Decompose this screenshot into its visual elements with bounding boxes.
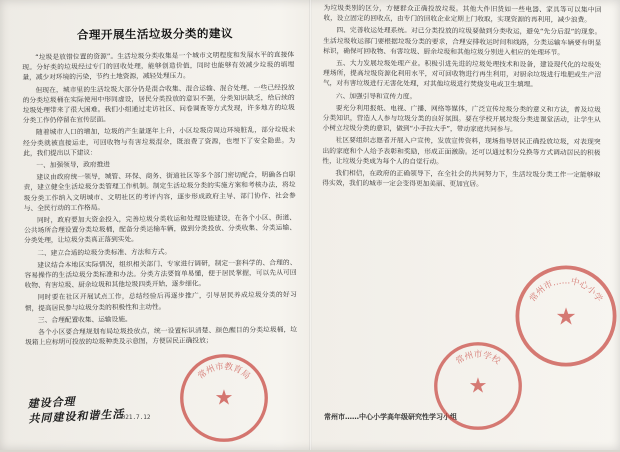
- paragraph: 五、大力发展垃圾处理产业。积极引进先进的垃圾处理技术和设备，建设现代化的垃圾处理场所，提高垃圾资源化利用水平，对可回收物进行再生利用，对厨余垃圾进行堆肥或生产沼气，对有害垃圾进行无害化处理，对其他垃圾进行焚烧发电或卫生填埋。: [322, 59, 602, 89]
- svg-text:常州市教育局: 常州市教育局: [196, 361, 252, 382]
- paragraph: 要充分利用报纸、电视、广播、网络等媒体，广泛宣传垃圾分类的意义和方法，普及垃圾分类知识，营造人人参与垃圾分类的良好氛围。要在学校开展垃圾分类进课堂活动，让学生从小树立垃圾分类的意识，做到“小手拉大手”，带动家庭共同参与。: [322, 103, 601, 134]
- paragraph: 为垃圾类别的区分，方便群众正确投放垃圾。其他大件旧货如一些电器、家具等可以集中回收，设立固定的回收点，由专门的回收企业定期上门收取，实现资源的再利用，减少浪费。: [323, 3, 602, 25]
- paragraph: “垃圾是放错位置的资源”。生活垃圾分类收集是一个城市文明程度和发展水平的直接体现。分好类的垃圾经过专门的回收处理，能够创造价值，同时也能够有效减少垃圾的填埋量，减少对环境的污染，节约土地资源，减轻处理压力。: [22, 50, 295, 82]
- svg-text:★: ★: [468, 372, 488, 398]
- svg-text:★: ★: [214, 384, 234, 410]
- left-page-body: [6, 49, 307, 348]
- paragraph: 但现在，城市里的生活垃圾大部分仍是混合收集、混合运输、混合处理，一些已经投放的分类垃圾桶在实际使用中形同虚设，居民分类投放的意识不强，分类知识缺乏，给后续的垃圾处理带来了很大困难。我们小组通过走访社区、问卷调查等方式发现，许多地方的垃圾分类工作仍停留在宣传层面。: [22, 83, 295, 125]
- section-heading: 一、加强领导，政府推进: [36, 160, 110, 170]
- paragraph: 各个小区要合理规划布局垃圾投放点，统一设置标识清楚、颜色醒目的分类垃圾桶，垃圾箱上应标明可投放的垃圾种类及示意图，方便居民正确投放；: [25, 325, 298, 347]
- paragraph: 社区要组织志愿者开展入户宣传，发放宣传资料，现场指导居民正确投放垃圾，对表现突出的家庭和个人给予表彰和奖励，形成正面激励。还可以通过积分兑换等方式调动居民的积极性，让垃圾分类成为每个人的自觉行动。: [322, 136, 601, 166]
- handwritten-signature: [27, 392, 124, 427]
- signing-organization: 常州市……中心小学高年级研究性学习小组: [324, 413, 457, 421]
- svg-text:常州市……中心小学: 常州市……中心小学: [528, 276, 604, 304]
- paragraph: 建议结合本地区实际情况，组织相关部门、专家进行调研，制定一套科学的、合理的、容易操作的生活垃圾分类标准和办法。分类方法要简单易懂，便于居民掌握，可以先从可回收物、有害垃圾、厨余垃圾和其他垃圾四类开始，逐步细化。: [24, 258, 297, 290]
- page-fold: [309, 0, 312, 450]
- signature-line-1: 建设合理: [27, 395, 76, 411]
- official-seal-left: [176, 350, 272, 446]
- svg-text:常州市学校: 常州市学校: [454, 350, 502, 367]
- right-page-body: [318, 0, 617, 190]
- official-seal-right: [512, 262, 620, 370]
- section-heading: 六、加强引导和宣传力度。: [335, 91, 417, 101]
- signature-line-2: 共同建设和谐生活: [28, 407, 125, 426]
- signature-date: 2021.7.12: [118, 414, 151, 421]
- paragraph: 同时要在社区开展试点工作，总结经验后再逐步推广，引导居民养成垃圾分类的好习惯，提高居民参与垃圾分类的积极性和主动性。: [24, 291, 297, 313]
- svg-text:★: ★: [555, 302, 577, 331]
- paragraph: 我们相信，在政府的正确领导下，在全社会的共同努力下，生活垃圾分类工作一定能够取得实效，我们的城市一定会变得更加美丽、更加宜居。: [322, 169, 601, 189]
- document-title: 合理开展生活垃圾分类的建议: [76, 26, 234, 42]
- section-heading: 三、合理配置收集、运输设施。: [37, 315, 132, 325]
- paragraph: 建议由政府统一领导，城管、环保、商务、街道社区等多个部门密切配合，明确各自职责，建立健全生活垃圾分类管理工作机制。制定生活垃圾分类的实施方案和考核办法，将垃圾分类工作纳入文明城市、文明社区的考评内容，逐步形成政府主导、部门协作、社会参与、全民行动的工作格局。: [23, 170, 296, 213]
- paragraph: 同时，政府要加大资金投入，完善垃圾分类收运和处理设施建设，在各个小区、街道、公共场所合理设置分类垃圾桶，配备分类运输车辆，做到分类投放、分类收集、分类运输、分类处理，让垃圾分类真正落到实处。: [24, 213, 297, 245]
- section-heading: 二、建立合适的垃圾分类标准、方法和方式。: [37, 247, 172, 257]
- paragraph: 随着城市人口的增加，垃圾的产生量逐年上升，小区垃圾房周边环境脏乱，部分垃圾未经分类就被直接运走，可回收物与有害垃圾混杂，既浪费了资源，也埋下了安全隐患。为此，我们提出以下建议：: [23, 125, 296, 158]
- paragraph: 四、完善收运处理系统。对已分类投放的垃圾要做到分类收运，避免“先分后混”的现象。生活垃圾收运部门要根据垃圾分类的要求，合理安排收运时间和线路，分类运输车辆要有明显标识，确保可回收物、有害垃圾、厨余垃圾和其他垃圾分别进入相应的处理环节。: [323, 26, 602, 57]
